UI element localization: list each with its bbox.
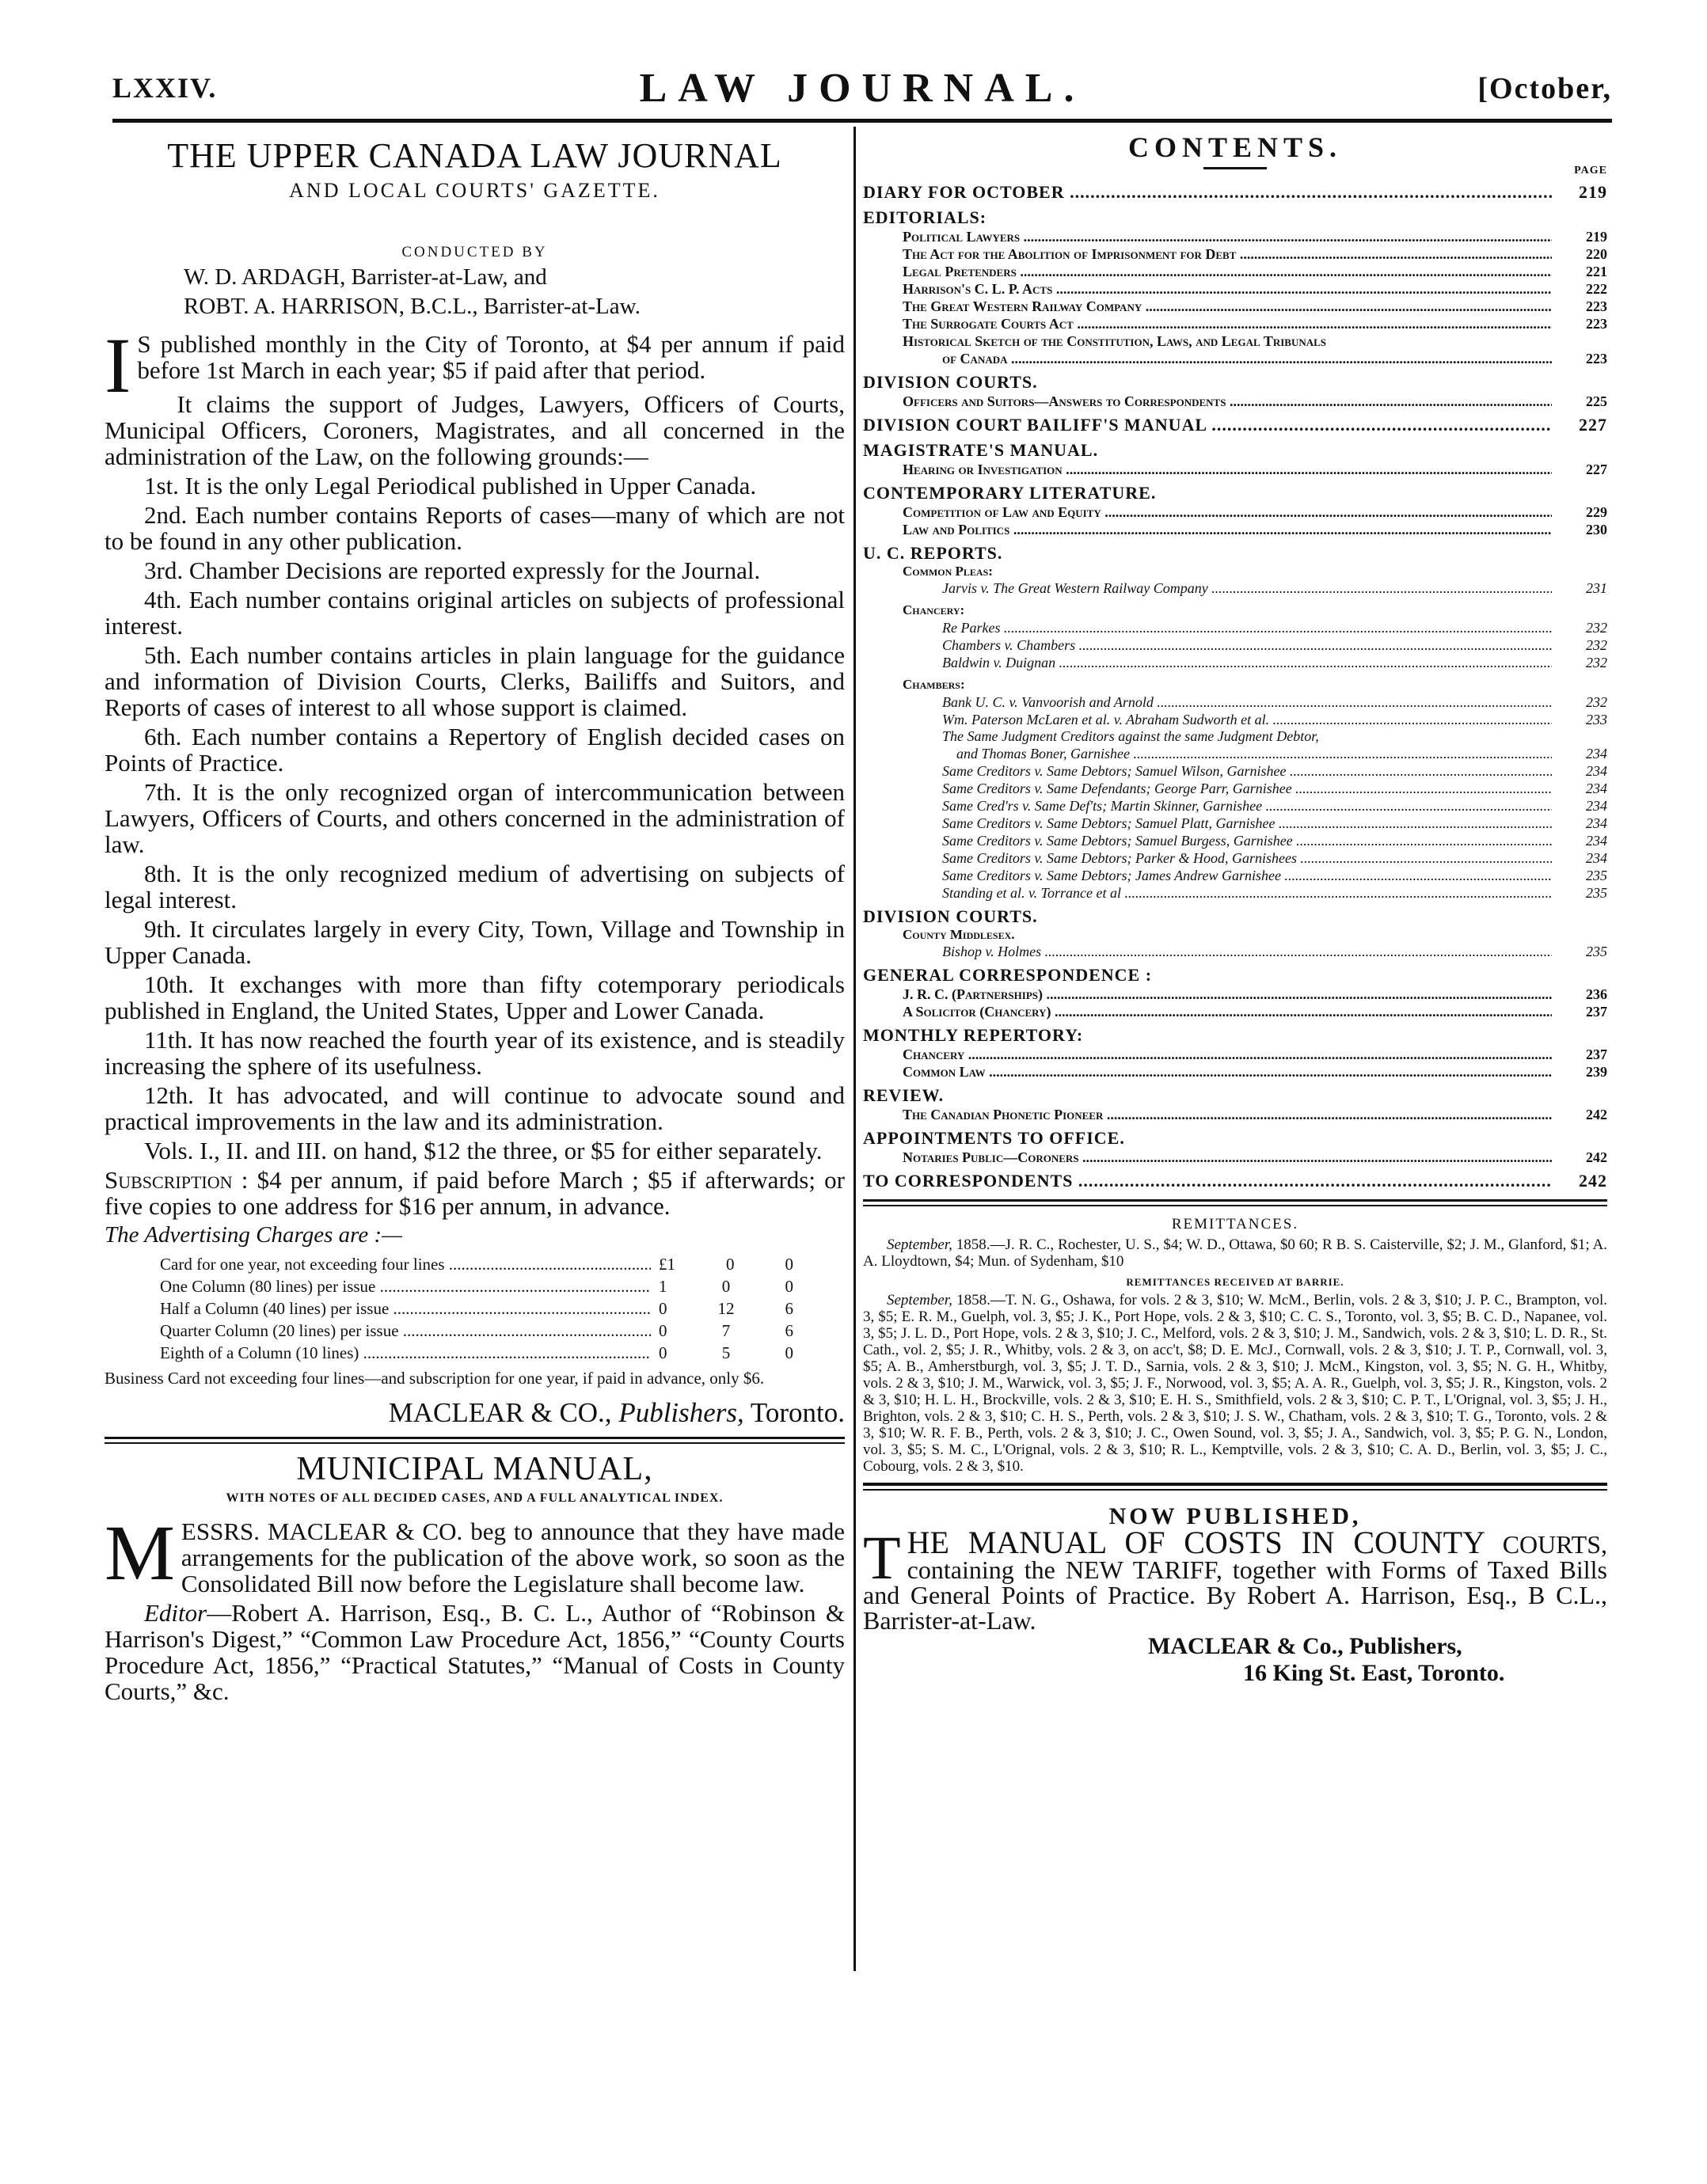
- toc-entry: Standing et al. v. Torrance et al ..... 235: [863, 884, 1607, 902]
- rate-label: Quarter Column (20 lines) per issue .....: [160, 1320, 651, 1342]
- ground-item: 4th. Each number contains original articles on subjects of professional interest.: [105, 586, 845, 640]
- toc-section: EDITORIALS:: [863, 207, 987, 227]
- remittance-text: 1858.—T. N. G., Oshawa, for vols. 2 & 3, $10; W. McM., Berlin, vols. 2 & 3, $10; J. P. C., Brampton, vol. 3, $5; E. R. M., Guelph, vol. 3, $5; J. K., Port Hope, vols. 2 & 3, $10; C. C. S., Toronto, vol. 3, $5; B. C. D., Napanee, vol. 3, $5; J. L. D., Port Hope, vols. 2 & 3, $10; J. C., Melford, vols. 2 & 3, $10; J. M., Sandwich, vols. 2 & 3, $10; L. D. R., St. Cath., vol. 2, $5; J. R., Whitby, vols. 2 & 3, on acc't, $8; D. E. McJ., Cornwall, vols. 2 & 3, $10; J. T. P., Cornwall, vol. 3, $5; A. B., Amherstburgh, vol. 3, $5; J. T. D., Sarnia, vols. 2 & 3, $10; J. McM., Kingston, vol. 3, $5; N. G. H., Whitby, vols. 2 & 3, $10; J. M., Warwick, vol. 3, $5; J. F., Norwood, vol. 3, $5; A. A. R., Guelph, vol. 3, $5; J. R., Kingston, vols. 2 & 3, $10; H. L. H., Brockville, vols. 2 & 3, $10; E. H. S., Smithfield, vols. 2 & 3, $10; C. P. T., L'Orignal, vol. 3, $5; J. H., Brighton, vols. 2 & 3, $10; C. H. S., Perth, vols. 2 & 3, $10; J. S. W., Chatham, vols. 2 & 3, $10; T. G., Toronto, vols. 2 & 3, $10; W. R. F. B., Perth, vols. 2 & 3, $10; J. C., Owen Sound, vol. 3, $5; J. A., Sandwich, vol. 3, $5; P. G. N., London, vol. 3, $5; S. M. C., L'Orignal, vols. 2 & 3, $10; R. L., Kemptville, vols. 2 & 3, $10; C. A. D., Berlin, vol. 3, $5; J. C., Cobourg, vols. 2 & 3, $10.: [863, 1292, 1608, 1475]
- municipal-title: MUNICIPAL MANUAL,: [296, 1451, 653, 1487]
- rate-pounds: 1: [659, 1277, 667, 1296]
- toc-section: GENERAL CORRESPONDENCE :: [863, 965, 1153, 985]
- rate-shillings: 5: [721, 1343, 731, 1362]
- ad-publisher: MACLEAR & Co., Publishers,: [1148, 1633, 1462, 1659]
- toc-entry: Bishop v. Holmes ..... 235: [863, 943, 1607, 960]
- column-divider: [854, 127, 856, 1971]
- ground-item: 8th. It is the only recognized medium of advertising on subjects of legal interest.: [105, 860, 845, 913]
- right-column: [863, 131, 1607, 1687]
- toc-section: CONTEMPORARY LITERATURE.: [863, 483, 1157, 503]
- rate-pounds: £1: [659, 1255, 675, 1274]
- toc-entry: Same Creditors v. Same Debtors; Parker & Hood, Garnishees ..... 234: [863, 849, 1607, 867]
- toc-entry: Common Law ..... 239: [863, 1063, 1607, 1081]
- toc-entry: Re Parkes ..... 232: [863, 619, 1607, 636]
- toc-subsection: Chancery:: [903, 602, 965, 617]
- page-column-label: PAGE: [1574, 165, 1607, 177]
- contents-list: [863, 182, 1607, 1191]
- toc-entry: The Canadian Phonetic Pioneer ..... 242: [863, 1106, 1607, 1123]
- rate-shillings: 12: [717, 1299, 735, 1318]
- toc-entry: Bank U. C. v. Vanvoorish and Arnold ..... 232: [863, 693, 1607, 711]
- editor-label: Editor: [144, 1599, 207, 1627]
- toc-section: U. C. REPORTS.: [863, 543, 1003, 563]
- editor-ardagh: W. D. ARDAGH, Barrister-at-Law, and: [184, 264, 547, 290]
- barrie-remittances-list: [863, 1292, 1607, 1475]
- intro-paragraph: [105, 321, 845, 409]
- remittances-list: [863, 1236, 1607, 1270]
- section-rule: [863, 1483, 1607, 1486]
- toc-entry: Chambers v. Chambers ..... 232: [863, 636, 1607, 654]
- rate-label: Half a Column (40 lines) per issue .....: [160, 1297, 651, 1320]
- rate-label: Card for one year, not exceeding four lines .....: [160, 1253, 651, 1275]
- business-card-note: Business Card not exceeding four lines—and subscription for one year, if paid in advance, only $6.: [105, 1369, 765, 1388]
- toc-entry: Jarvis v. The Great Western Railway Company ..... 231: [863, 579, 1607, 597]
- publisher-word: Publishers,: [618, 1397, 744, 1428]
- rate-shillings: 0: [721, 1277, 731, 1296]
- toc-entry: A Solicitor (Chancery) ..... 237: [863, 1003, 1607, 1020]
- header-rule: [112, 119, 1612, 123]
- toc-entry: TO CORRESPONDENTS ..... 242: [863, 1171, 1607, 1191]
- municipal-editor: [105, 1600, 845, 1704]
- toc-entry: DIARY FOR OCTOBER ..... 219: [863, 182, 1607, 203]
- ground-item: 11th. It has now reached the fourth year of its existence, and is steadily increasing the sphere of its usefulness.: [105, 1026, 845, 1080]
- drop-cap: M: [105, 1509, 175, 1597]
- page-number: LXXIV.: [112, 72, 218, 104]
- toc-entry: Same Cred'rs v. Same Def'ts; Martin Skinner, Garnishee ..... 234: [863, 797, 1607, 815]
- municipal-subtitle: WITH NOTES OF ALL DECIDED CASES, AND A FULL ANALYTICAL INDEX.: [226, 1491, 724, 1505]
- drop-cap: T: [863, 1523, 901, 1592]
- ground-item: 5th. Each number contains articles in plain language for the guidance and information of Division Courts, Clerks, Bailiffs and Suitors, and Reports of cases of interest to all whose support is claimed.: [105, 641, 845, 721]
- month-label: [October,: [1477, 72, 1612, 105]
- toc-entry: Same Creditors v. Same Debtors; Samuel Burgess, Garnishee ..... 234: [863, 832, 1607, 849]
- advertising-rates: [105, 1253, 845, 1364]
- drop-cap: I: [105, 321, 131, 409]
- ad-heading: HE MANUAL OF COSTS IN COUNTY: [907, 1525, 1485, 1560]
- toc-entry: Political Lawyers ..... 219: [863, 228, 1607, 245]
- municipal-announcement: [105, 1509, 845, 1597]
- rate-shillings: 0: [726, 1255, 735, 1274]
- section-rule: [863, 1489, 1607, 1491]
- toc-subsection: County Middlesex.: [903, 927, 1015, 942]
- ground-item: 12th. It has advocated, and will continue to advocate sound and practical improvements in the law and its administration.: [105, 1081, 845, 1135]
- toc-entry: Legal Pretenders ..... 221: [863, 263, 1607, 280]
- toc-entry: Same Creditors v. Same Defendants; George Parr, Garnishee ..... 234: [863, 780, 1607, 797]
- journal-subtitle: AND LOCAL COURTS' GAZETTE.: [289, 179, 660, 202]
- remittance-date: September,: [887, 1292, 952, 1309]
- ground-item: 10th. It exchanges with more than fifty cotemporary periodicals published in England, the United States, Upper and Lower Canada.: [105, 970, 845, 1024]
- toc-entry: Officers and Suitors—Answers to Correspondents ..... 225: [863, 393, 1607, 410]
- rate-pence: 6: [785, 1299, 793, 1318]
- subscription-terms: [105, 1167, 845, 1219]
- toc-entry: Same Creditors v. Same Debtors; James Andrew Garnishee ..... 235: [863, 867, 1607, 884]
- toc-entry: Same Creditors v. Same Debtors; Samuel Wilson, Garnishee ..... 234: [863, 762, 1607, 780]
- toc-entry: Baldwin v. Duignan ..... 232: [863, 654, 1607, 671]
- ground-item: 2nd. Each number contains Reports of cases—many of which are not to be found in any other publication.: [105, 501, 845, 555]
- volumes-note: Vols. I., II. and III. on hand, $12 the three, or $5 for either separately.: [144, 1137, 823, 1164]
- toc-entry-line: Historical Sketch of the Constitution, Laws, and Legal Tribunals: [903, 333, 1327, 349]
- ground-item: 1st. It is the only Legal Periodical published in Upper Canada.: [144, 472, 757, 499]
- subscription-text: $4 per annum, if paid before March ; $5 if afterwards; or five copies to one address for $16 per annum, in advance.: [105, 1166, 845, 1220]
- rate-row: [160, 1275, 845, 1297]
- remittances-title: REMITTANCES.: [1171, 1216, 1299, 1233]
- toc-entry: Wm. Paterson McLaren et al. v. Abraham Sudworth et al. ..... 233: [863, 711, 1607, 728]
- toc-section: MONTHLY REPERTORY:: [863, 1025, 1084, 1045]
- rate-pence: 0: [785, 1255, 793, 1274]
- toc-section: DIVISION COURTS.: [863, 372, 1038, 392]
- publisher-city: Toronto.: [750, 1397, 845, 1428]
- toc-entry: Notaries Public—Coroners ..... 242: [863, 1149, 1607, 1166]
- toc-entry: Competition of Law and Equity ..... 229: [863, 503, 1607, 521]
- toc-entry: and Thomas Boner, Garnishee ..... 234: [863, 745, 1607, 762]
- rate-pence: 0: [785, 1277, 793, 1296]
- rate-row: [160, 1253, 845, 1275]
- barrie-remittances-title: REMITTANCES RECEIVED AT BARRIE.: [1126, 1276, 1344, 1288]
- section-rule: [105, 1437, 845, 1439]
- toc-entry: J. R. C. (Partnerships) ..... 236: [863, 986, 1607, 1003]
- rate-pounds: 0: [659, 1299, 667, 1318]
- editor-harrison: ROBT. A. HARRISON, B.C.L., Barrister-at-Law.: [184, 294, 641, 319]
- editor-text: —Robert A. Harrison, Esq., B. C. L., Author of “Robinson & Harrison's Digest,” “Common Law Procedure Act, 1856,” “County Courts Procedure Act, 1856,” “Practical Statutes,” “Manual of Costs in County Courts,” &c.: [105, 1599, 845, 1705]
- toc-entry: Law and Politics ..... 230: [863, 521, 1607, 538]
- rate-pence: 6: [785, 1321, 793, 1340]
- rate-pounds: 0: [659, 1321, 667, 1340]
- rate-pence: 0: [785, 1343, 793, 1362]
- page-header: [112, 66, 1612, 119]
- ground-item: 9th. It circulates largely in every City, Town, Village and Township in Upper Canada.: [105, 915, 845, 969]
- toc-entry: The Act for the Abolition of Imprisonment for Debt ..... 220: [863, 245, 1607, 263]
- grounds-list: [105, 473, 845, 1134]
- publisher-name: MACLEAR & CO.,: [388, 1397, 612, 1428]
- section-rule: [863, 1199, 1607, 1202]
- toc-subsection: Chambers:: [903, 677, 965, 692]
- rate-row: [160, 1297, 845, 1320]
- publishers-line: [105, 1397, 845, 1429]
- intro-text: S published monthly in the City of Toronto, at $4 per annum if paid before 1st March in each year; $5 if paid after that period.: [137, 330, 845, 384]
- toc-entry: of Canada ..... 223: [863, 350, 1607, 367]
- manual-of-costs-ad: [863, 1523, 1608, 1635]
- toc-entry: The Great Western Railway Company ..... 223: [863, 298, 1607, 315]
- toc-section: DIVISION COURTS.: [863, 906, 1038, 926]
- rate-row: [160, 1320, 845, 1342]
- section-rule: [105, 1442, 845, 1444]
- rate-label: Eighth of a Column (10 lines) .....: [160, 1342, 651, 1364]
- toc-entry: Chancery ..... 237: [863, 1046, 1607, 1063]
- rate-row: [160, 1342, 845, 1364]
- remittance-date: September,: [887, 1236, 952, 1253]
- ad-address: 16 King St. East, Toronto.: [1243, 1660, 1505, 1686]
- rate-pounds: 0: [659, 1343, 667, 1362]
- ground-item: 3rd. Chamber Decisions are reported expressly for the Journal.: [144, 556, 761, 584]
- toc-subsection: Common Pleas:: [903, 564, 993, 579]
- conducted-by: CONDUCTED BY: [401, 244, 548, 260]
- now-published-title: NOW PUBLISHED,: [1108, 1503, 1362, 1529]
- remittance-text: 1858.—J. R. C., Rochester, U. S., $4; W. D., Ottawa, $0 60; R B. S. Caisterville, $2; J. M., Glanford, $1; A. A. Lloydtown, $4; Mun. of Sydenham, $10: [863, 1236, 1607, 1270]
- journal-title: THE UPPER CANADA LAW JOURNAL: [167, 136, 782, 175]
- running-title: LAW JOURNAL.: [639, 66, 1085, 111]
- claims-paragraph: It claims the support of Judges, Lawyers, Officers of Courts, Municipal Officers, Coroners, Magistrates, and all concerned in the administration of the Law, on the following grounds:—: [105, 390, 845, 470]
- rate-label: One Column (80 lines) per issue .....: [160, 1275, 651, 1297]
- left-column: [105, 131, 845, 1704]
- ad-body: COURTS, containing the NEW TARIFF, together with Forms of Taxed Bills and General Points of Practice. By Robert A. Harrison, Esq., B C.L., Barrister-at-Law.: [863, 1530, 1608, 1635]
- toc-entry: Hearing or Investigation ..... 227: [863, 461, 1607, 478]
- toc-section: MAGISTRATE'S MANUAL.: [863, 440, 1099, 460]
- contents-title: CONTENTS.: [1127, 131, 1343, 163]
- toc-section: REVIEW.: [863, 1085, 945, 1105]
- toc-entry: DIVISION COURT BAILIFF'S MANUAL ..... 227: [863, 415, 1607, 435]
- municipal-body: ESSRS. MACLEAR & CO. beg to announce that they have made arrangements for the publication of the above work, so soon as the Consolidated Bill now before the Legislature shall become law.: [181, 1517, 845, 1597]
- toc-entry: Harrison's C. L. P. Acts ..... 222: [863, 280, 1607, 298]
- toc-entry: The Surrogate Courts Act ..... 223: [863, 315, 1607, 332]
- advertising-heading: The Advertising Charges are :—: [105, 1222, 402, 1248]
- toc-entry-line: The Same Judgment Creditors against the same Judgment Debtor,: [942, 728, 1319, 744]
- ground-item: 7th. It is the only recognized organ of intercommunication between Lawyers, Officers of Courts, and others concerned in the administration of law.: [105, 778, 845, 858]
- rate-shillings: 7: [721, 1321, 731, 1340]
- ground-item: 6th. Each number contains a Repertory of English decided cases on Points of Practice.: [105, 723, 845, 777]
- subscription-label: Subscription :: [105, 1166, 249, 1194]
- toc-entry: Same Creditors v. Same Debtors; Samuel Platt, Garnishee ..... 234: [863, 815, 1607, 832]
- section-rule: [863, 1205, 1607, 1206]
- toc-section: APPOINTMENTS TO OFFICE.: [863, 1128, 1125, 1148]
